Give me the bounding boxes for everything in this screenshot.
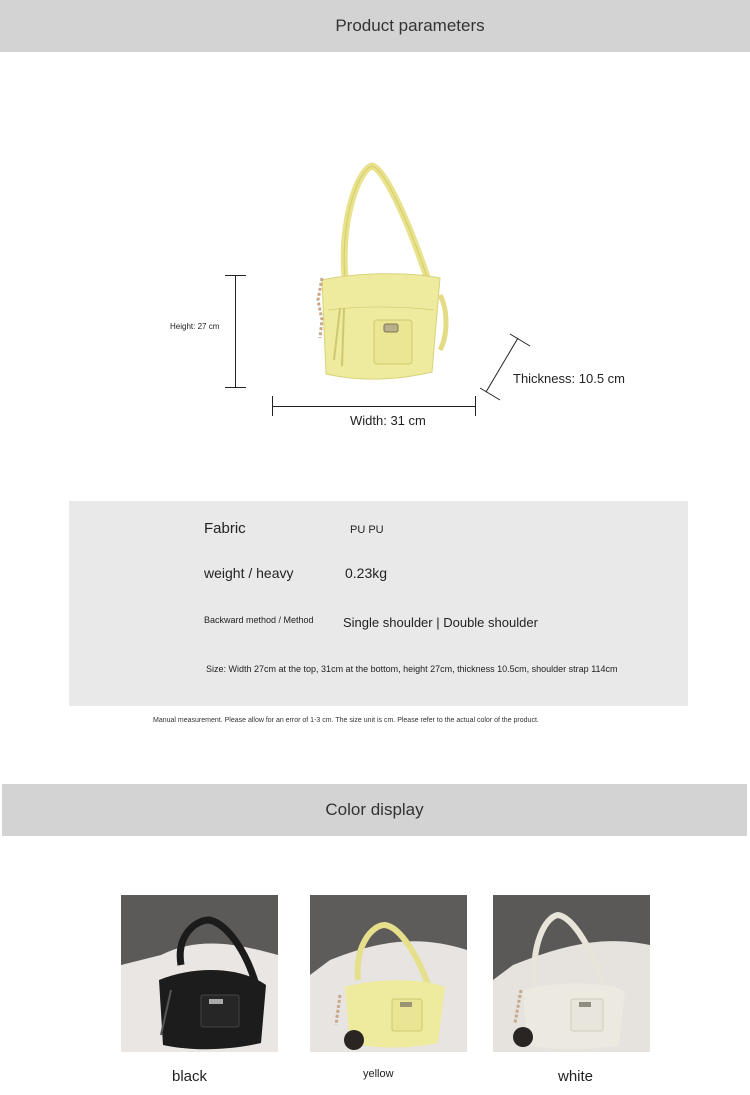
width-dimension-line	[272, 406, 475, 407]
main-bag-image	[300, 160, 460, 390]
height-label: Height: 27 cm	[170, 322, 220, 331]
color-label-white: white	[558, 1068, 594, 1085]
product-parameters-title: Product parameters	[335, 16, 485, 35]
height-dimension-bottom-tick	[225, 387, 246, 388]
measurement-note: Manual measurement. Please allow for an error of 1-3 cm. The size unit is cm. Please refer to the actual color of the product.	[153, 717, 539, 724]
white-bag-photo	[493, 895, 650, 1052]
fabric-value: PU PU	[350, 524, 384, 536]
width-label: Width: 31 cm	[350, 413, 426, 428]
thickness-label: Thickness: 10.5 cm	[513, 371, 625, 386]
thickness-dimension-line	[478, 330, 538, 405]
color-label-black: black	[172, 1068, 208, 1085]
product-parameters-banner	[0, 0, 750, 52]
color-label-yellow: yellow	[363, 1068, 394, 1080]
color-display-title: Color display	[325, 800, 424, 819]
color-display-banner	[2, 784, 747, 836]
fabric-label: Fabric	[204, 520, 246, 537]
weight-value: 0.23kg	[345, 565, 388, 581]
parameter-table	[69, 501, 688, 706]
height-dimension-line	[235, 275, 236, 387]
yellow-bag-photo	[310, 895, 467, 1052]
method-value: Single shoulder | Double shoulder	[343, 615, 538, 630]
width-dimension-right-tick	[475, 396, 476, 416]
size-description: Size: Width 27cm at the top, 31cm at the bottom, height 27cm, thickness 10.5cm, shoulder strap 114cm	[206, 664, 618, 674]
black-bag-photo	[121, 895, 278, 1052]
weight-label: weight / heavy	[204, 565, 294, 581]
method-label: Backward method / Method	[204, 615, 314, 625]
